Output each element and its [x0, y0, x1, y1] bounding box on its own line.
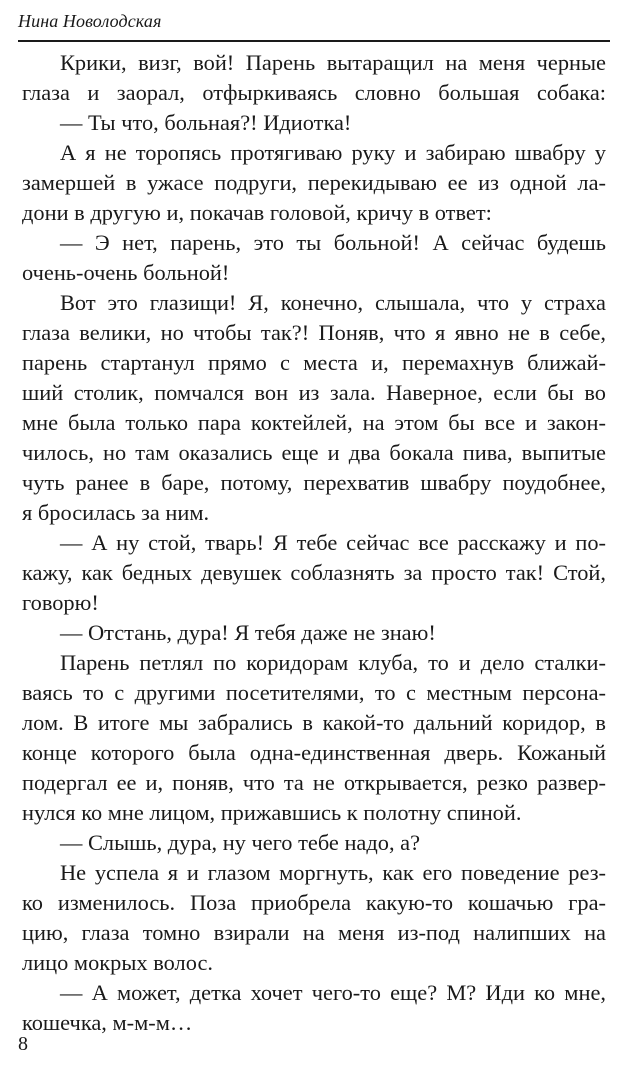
text-line: нулся ко мне лицом, прижавшись к полотну спиной. [22, 800, 522, 825]
text-line: цию, глаза томно взирали на меня из-под налипших на [22, 920, 606, 945]
text-line: чуть ранее в баре, потому, перехватив швабру поудобнее, [22, 470, 606, 495]
text-line: — Слышь, дура, ну чего тебе надо, а? [60, 830, 421, 855]
text-line: мне была только пара коктейлей, на этом бы все и закон- [22, 410, 606, 435]
running-head-author: Нина Новолодская [18, 11, 162, 31]
text-line: А я не торопясь протягиваю руку и забираю швабру у [60, 140, 606, 165]
text-line: дони в другую и, покачав головой, кричу в ответ: [22, 200, 492, 225]
text-line: — Ты что, больная?! Идиотка! [60, 110, 352, 135]
text-line: ко изменилось. Поза приобрела какую-то кошачью гра- [22, 890, 606, 915]
text-line: — А ну стой, тварь! Я тебе сейчас все расскажу и по- [60, 530, 606, 555]
text-line: — Э нет, парень, это ты больной! А сейчас будешь [60, 230, 606, 255]
text-line: ший столик, помчался вон из зала. Наверное, если бы во [22, 380, 606, 405]
text-line: — Отстань, дура! Я тебя даже не знаю! [60, 620, 436, 645]
text-line: лом. В итоге мы забрались в какой-то дальний коридор, в [22, 710, 606, 735]
text-line: замершей в ужасе подруги, перекидываю ее из одной ла- [22, 170, 606, 195]
body-text [22, 48, 606, 1038]
text-line: Вот это глазищи! Я, конечно, слышала, что у страха [60, 290, 606, 315]
text-line: чилось, но там оказались еще и два бокала пива, выпитые [22, 440, 606, 465]
text-line: говорю! [22, 590, 99, 615]
text-line: кошечка, м-м-м… [22, 1010, 193, 1035]
text-line: глаза и заорал, отфыркиваясь словно большая собака: [22, 80, 606, 105]
text-line: ваясь то с другими посетителями, то с местным персона- [22, 680, 606, 705]
text-line: я бросилась за ним. [22, 500, 210, 525]
text-line: кажу, как бедных девушек соблазнять за просто так! Стой, [22, 560, 606, 585]
text-line: глаза велики, но чтобы так?! Поняв, что я явно не в себе, [22, 320, 606, 345]
text-line: очень-очень больной! [22, 260, 230, 285]
page-number: 8 [18, 1033, 28, 1055]
header-rule [18, 40, 610, 42]
text-line: Крики, визг, вой! Парень вытаращил на меня черные [60, 50, 606, 75]
text-line: — А может, детка хочет чего-то еще? М? Иди ко мне, [60, 980, 606, 1005]
text-line: Не успела я и глазом моргнуть, как его поведение рез- [60, 860, 606, 885]
text-line: парень стартанул прямо с места и, перемахнув ближай- [22, 350, 606, 375]
text-line: подергал ее и, поняв, что та не открывается, резко развер- [22, 770, 606, 795]
text-line: Парень петлял по коридорам клуба, то и дело сталки- [60, 650, 606, 675]
text-line: конце которого была одна-единственная дверь. Кожаный [22, 740, 606, 765]
text-line: лицо мокрых волос. [22, 950, 213, 975]
